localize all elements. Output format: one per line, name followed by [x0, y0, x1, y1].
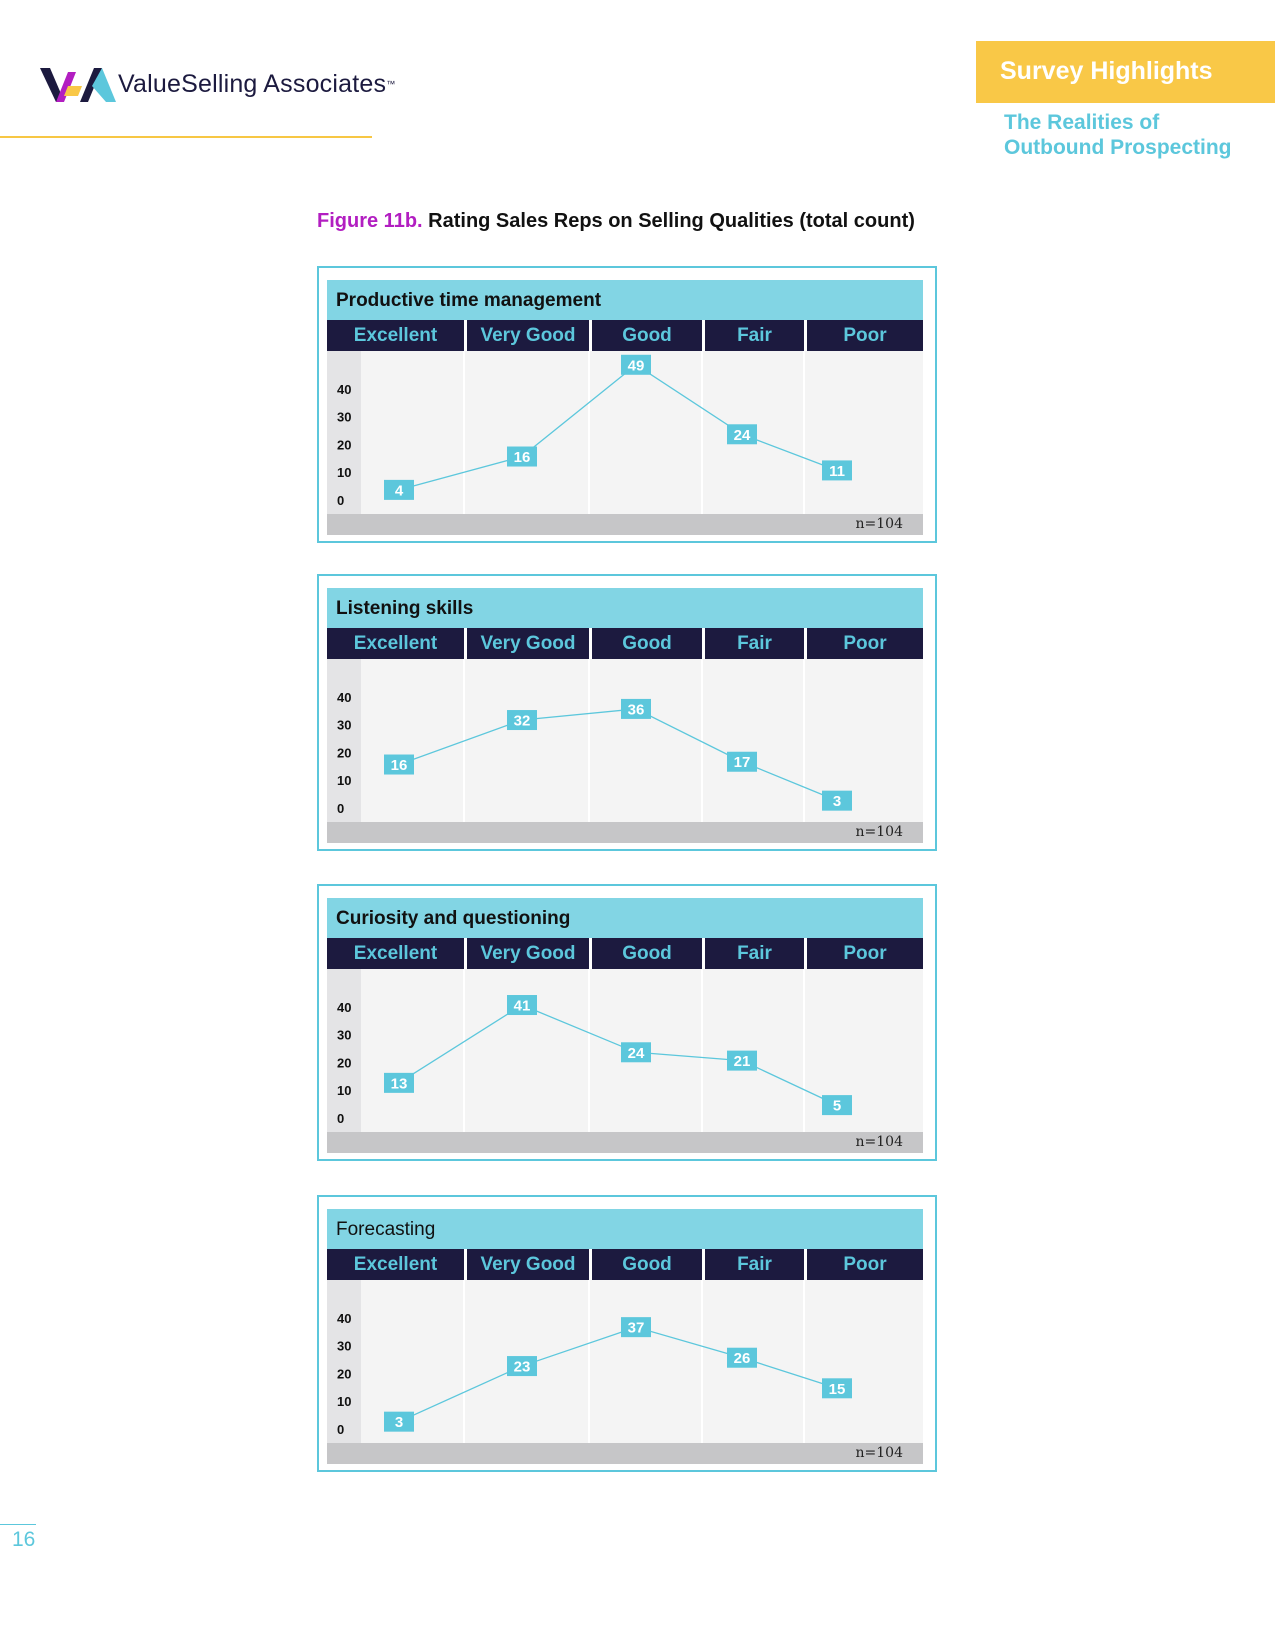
report-subtitle-line2: Outbound Prospecting [1004, 136, 1232, 159]
report-subtitle [1004, 110, 1264, 160]
category-label: Good [592, 938, 702, 969]
y-tick-label: 0 [337, 493, 345, 508]
report-subtitle-line1: The Realities of [1004, 111, 1160, 134]
chart-footer [327, 1443, 923, 1464]
sample-size-label: n=104 [855, 824, 903, 840]
data-point-label: 16 [513, 449, 531, 467]
y-tick-label: 30 [337, 717, 352, 733]
y-tick-label: 20 [337, 437, 352, 453]
data-point-label: 36 [627, 701, 645, 719]
chart-panel-forecasting [317, 1195, 937, 1472]
chart-panel-listening-skills [317, 574, 937, 851]
figure-caption [317, 210, 915, 233]
data-point-label: 37 [627, 1319, 645, 1337]
category-label: Excellent [327, 938, 464, 969]
figure-number: Figure 11b. [317, 210, 423, 232]
plot-area [327, 1280, 923, 1443]
data-point-label: 4 [394, 482, 404, 500]
chart-title: Forecasting [327, 1209, 923, 1249]
category-label: Fair [705, 1249, 804, 1280]
survey-highlights-banner: Survey Highlights [976, 41, 1275, 103]
data-point-label: 49 [627, 357, 645, 375]
logo-wordmark: ValueSelling Associates [118, 69, 387, 98]
y-tick-label: 20 [337, 1366, 352, 1382]
plot-area [327, 969, 923, 1132]
page-number-rule [0, 1524, 36, 1525]
data-point-label: 15 [828, 1380, 846, 1398]
y-tick-label: 0 [337, 1111, 345, 1126]
data-point-label: 13 [390, 1075, 408, 1093]
data-point-label: 16 [390, 757, 408, 775]
y-tick-label: 0 [337, 801, 345, 816]
y-tick-label: 20 [337, 745, 352, 761]
y-axis-band [327, 969, 361, 1132]
category-label: Poor [807, 628, 923, 659]
category-label: Fair [705, 320, 804, 351]
data-point-label: 21 [733, 1053, 751, 1071]
chart-title: Listening skills [327, 588, 923, 628]
category-label: Fair [705, 938, 804, 969]
plot-area [327, 351, 923, 514]
category-label: Good [592, 628, 702, 659]
category-label: Good [592, 320, 702, 351]
category-label: Excellent [327, 628, 464, 659]
data-point-label: 23 [513, 1358, 531, 1376]
data-point-label: 24 [627, 1044, 645, 1062]
vsa-logo-icon [40, 62, 116, 106]
y-tick-label: 10 [337, 465, 352, 481]
y-tick-label: 30 [337, 409, 352, 425]
data-point-label: 3 [832, 793, 842, 811]
y-axis-band [327, 659, 361, 822]
category-label: Very Good [467, 1249, 589, 1280]
y-tick-label: 10 [337, 1083, 352, 1099]
data-point-label: 17 [733, 754, 751, 772]
y-tick-label: 10 [337, 1394, 352, 1410]
logo-trademark: ™ [386, 79, 396, 89]
category-label: Excellent [327, 320, 464, 351]
data-point-label: 5 [832, 1097, 842, 1115]
plot-background [327, 351, 923, 514]
category-label: Fair [705, 628, 804, 659]
y-tick-label: 40 [337, 381, 352, 397]
category-label: Very Good [467, 320, 589, 351]
y-tick-label: 30 [337, 1027, 352, 1043]
company-logo [40, 62, 395, 106]
category-header [327, 938, 923, 969]
data-point-label: 26 [733, 1350, 751, 1368]
header-rule [0, 136, 372, 138]
data-point-label: 11 [829, 462, 845, 480]
y-tick-label: 30 [337, 1338, 352, 1354]
y-axis-band [327, 351, 361, 514]
chart-panel-time-management [317, 266, 937, 543]
category-header [327, 1249, 923, 1280]
category-label: Excellent [327, 1249, 464, 1280]
y-tick-label: 0 [337, 1422, 345, 1437]
chart-footer [327, 514, 923, 535]
data-point-label: 3 [394, 1414, 404, 1432]
chart-panel-curiosity [317, 884, 937, 1161]
category-label: Very Good [467, 938, 589, 969]
line-chart-svg [327, 969, 923, 1132]
y-tick-label: 40 [337, 689, 352, 705]
chart-title: Curiosity and questioning [327, 898, 923, 938]
data-point-label: 32 [513, 712, 531, 730]
category-header [327, 320, 923, 351]
line-chart-svg [327, 1280, 923, 1443]
line-chart-svg [327, 659, 923, 822]
chart-footer [327, 822, 923, 843]
y-tick-label: 40 [337, 999, 352, 1015]
chart-title: Productive time management [327, 280, 923, 320]
category-header [327, 628, 923, 659]
category-label: Poor [807, 320, 923, 351]
chart-footer [327, 1132, 923, 1153]
category-label: Poor [807, 1249, 923, 1280]
data-point-label: 41 [513, 997, 531, 1015]
page-number: 16 [12, 1528, 36, 1551]
y-tick-label: 20 [337, 1055, 352, 1071]
plot-area [327, 659, 923, 822]
category-label: Very Good [467, 628, 589, 659]
figure-title: Rating Sales Reps on Selling Qualities (total count) [428, 210, 915, 232]
line-chart-svg [327, 351, 923, 514]
category-label: Poor [807, 938, 923, 969]
y-tick-label: 10 [337, 773, 352, 789]
y-axis-band [327, 1280, 361, 1443]
sample-size-label: n=104 [855, 1134, 903, 1150]
sample-size-label: n=104 [855, 1445, 903, 1461]
plot-background [327, 1280, 923, 1443]
data-point-label: 24 [733, 426, 751, 444]
category-label: Good [592, 1249, 702, 1280]
sample-size-label: n=104 [855, 516, 903, 532]
y-tick-label: 40 [337, 1310, 352, 1326]
